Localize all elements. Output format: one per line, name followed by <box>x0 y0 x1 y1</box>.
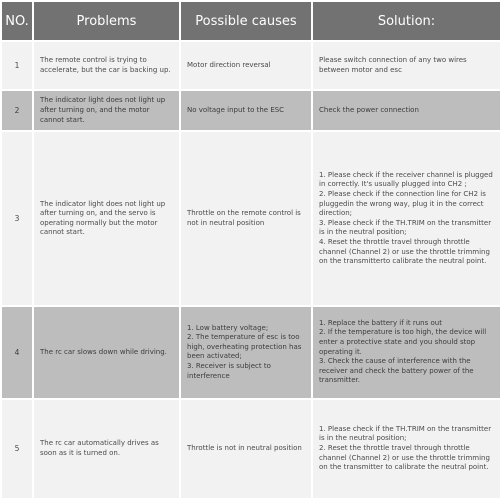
header-row <box>2 2 500 40</box>
problem-cell: The indicator light does not light up after turning on, and the servo is operating normally but the motor cannot start. <box>34 132 179 305</box>
table-row <box>2 400 500 498</box>
header-causes: Possible causes <box>181 2 311 40</box>
header-no: NO. <box>2 2 32 40</box>
cause-cell: 1. Low battery voltage; 2. The temperature of esc is too high, overheating protection has been activated; 3. Receiver is subject to interference <box>181 307 311 397</box>
solution-cell: Check the power connection <box>313 91 500 130</box>
solution-cell: Please switch connection of any two wires between motor and esc <box>313 42 500 89</box>
problem-cell: The remote control is trying to accelerate, but the car is backing up. <box>34 42 179 89</box>
cause-cell: Throttle on the remote control is not in neutral position <box>181 132 311 305</box>
problem-cell: The indicator light does not light up after turning on, and the motor cannot start. <box>34 91 179 130</box>
solution-cell: 1. Please check if the TH.TRIM on the transmitter is in the neutral position; 2. Reset the throttle travel through throttle channel (Channel 2) or use the throttle trimming on the transmitter to calibrate the neutral point. <box>313 400 500 498</box>
problem-cell: The rc car automatically drives as soon as it is turned on. <box>34 400 179 498</box>
row-number: 1 <box>2 42 32 89</box>
problem-cell: The rc car slows down while driving. <box>34 307 179 397</box>
table-row <box>2 307 500 397</box>
cause-cell: Throttle is not in neutral position <box>181 400 311 498</box>
table-row <box>2 91 500 130</box>
solution-cell: 1. Please check if the receiver channel is plugged in correctly. It's usually plugged into CH2 ; 2. Please check if the connection line for CH2 is pluggedin the wrong way, plug it in the correct direction; 3. Please check if the TH.TRIM on the transmitter is in the neutral position; 4. Reset the throttle travel through throttle channel (Channel 2) or use the throttle trimming on the transmitterto calibrate the neutral point. <box>313 132 500 305</box>
header-solution: Solution: <box>313 2 500 40</box>
row-number: 4 <box>2 307 32 397</box>
table-row <box>2 132 500 305</box>
header-problems: Problems <box>34 2 179 40</box>
row-number: 5 <box>2 400 32 498</box>
row-number: 2 <box>2 91 32 130</box>
table-row <box>2 42 500 89</box>
row-number: 3 <box>2 132 32 305</box>
solution-cell: 1. Replace the battery if it runs out 2. If the temperature is too high, the device will enter a protective state and you should stop operating it. 3. Check the cause of interference with the receiver and check the battery power of the transmitter. <box>313 307 500 397</box>
cause-cell: No voltage input to the ESC <box>181 91 311 130</box>
cause-cell: Motor direction reversal <box>181 42 311 89</box>
